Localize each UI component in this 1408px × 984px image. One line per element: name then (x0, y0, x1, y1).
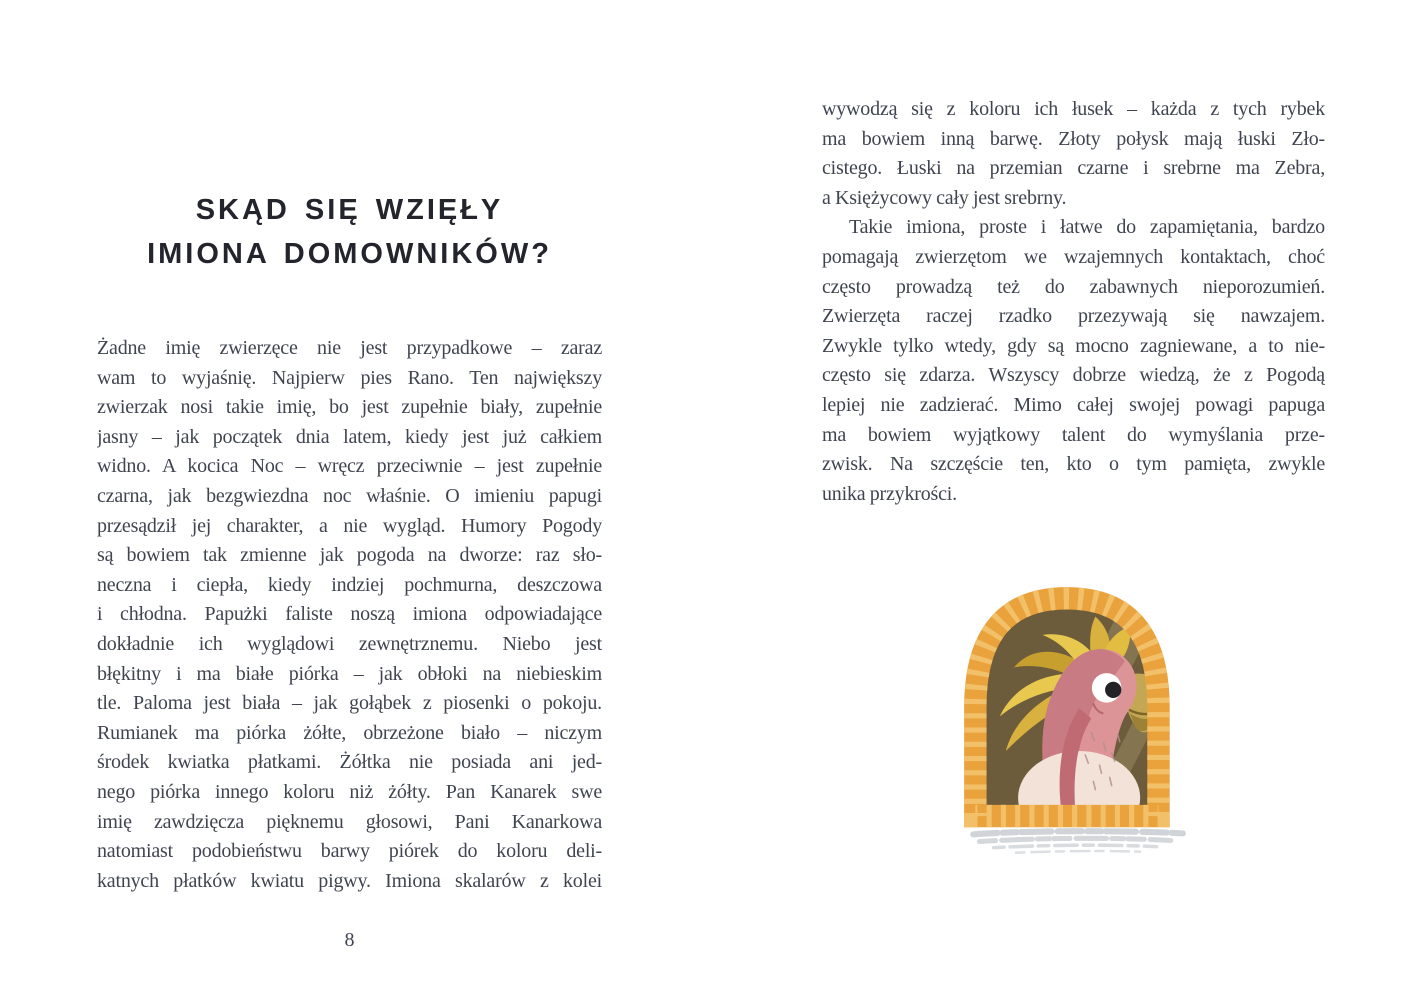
page-number: 8 (344, 929, 355, 951)
parrot-eye (1092, 673, 1122, 703)
text-line: często prowadzą też do zabawnych nieporozumień. (822, 275, 1325, 298)
text-line: wywodzą się z koloru ich łusek – każda z tych rybek (822, 98, 1325, 120)
text-line: nego piórka innego koloru niż żółty. Pan Kanarek swe (97, 780, 602, 803)
text-line: wam to wyjaśnię. Najpierw pies Rano. Ten największy (97, 366, 602, 389)
text-line: są bowiem tak zmienne jak pogoda na dworze: raz sło- (97, 544, 602, 567)
chapter-title-line-1: SKĄD SIĘ WZIĘŁY (195, 194, 504, 226)
text-line: Żadne imię zwierzęce nie jest przypadkowe – zaraz (97, 337, 602, 359)
text-line: Takie imiona, proste i łatwe do zapamiętania, bardzo (849, 216, 1325, 239)
text-line: cistego. Łuski na przemian czarne i srebrne ma Zebra, (822, 157, 1325, 180)
text-line: często się zdarza. Wszyscy dobrze wiedzą, że z Pogodą (822, 364, 1325, 387)
text-line: a Księżycowy cały jest srebrny. (822, 186, 1067, 209)
text-line: Zwykle tylko wtedy, gdy są mocno zagniewane, a to nie- (822, 334, 1325, 357)
text-line: unika przykrości. (822, 482, 957, 505)
paragraph (822, 95, 1325, 213)
text-line: lepiej nie zadzierać. Mimo całej swojej powagi papuga (822, 393, 1325, 416)
text-line: katnych płatków kwiatu pigwy. Imiona skalarów z kolei (97, 869, 602, 892)
text-line: dokładnie ich wyglądowi zewnętrznemu. Niebo jest (97, 632, 602, 655)
text-line: neczna i ciepła, kiedy indziej pochmurna, deszczowa (97, 573, 602, 596)
chapter-title (97, 188, 602, 276)
paragraph (822, 213, 1325, 509)
text-line: tle. Paloma jest biała – jak gołąbek z piosenki o pokoju. (97, 692, 602, 715)
text-line: Zwierzęta raczej rzadko przezywają się nawzajem. (822, 305, 1325, 328)
text-line: środek kwiatka płatkami. Żółtka nie posiada ani jed- (97, 751, 602, 774)
text-line: i chłodna. Papużki faliste noszą imiona odpowiadające (97, 603, 602, 626)
chapter-title-line-2: IMIONA DOMOWNIKÓW? (147, 238, 552, 270)
pencil-shadow (973, 831, 1183, 853)
text-line: ma bowiem inną barwę. Złoty połysk mają łuski Zło- (822, 127, 1325, 150)
text-line: pomagają zwierzętom we wzajemnych kontaktach, choć (822, 245, 1325, 268)
parrot-portrait-svg (953, 580, 1191, 870)
text-line: widno. A kocica Noc – wręcz przeciwnie – jest zupełnie (97, 455, 602, 478)
right-page-body-text (822, 95, 1325, 509)
text-line: Rumianek ma piórka żółte, obrzeżone biało – niczym (97, 721, 602, 744)
paragraph (97, 334, 602, 896)
text-line: jasny – jak początek dnia latem, kiedy jest już całkiem (97, 425, 602, 448)
text-line: natomiast podobieństwu barwy piórek do koloru deli- (97, 840, 602, 863)
text-line: zwierzak nosi takie imię, bo jest zupełnie biały, zupełnie (97, 396, 602, 419)
parrot-portrait-illustration (953, 580, 1191, 870)
text-line: czarna, jak bezgwiezdna noc właśnie. O imieniu papugi (97, 484, 602, 507)
text-line: ma bowiem wyjątkowy talent do wymyślania prze- (822, 423, 1325, 446)
text-line: błękitny i ma białe piórka – jak obłoki na niebieskim (97, 662, 602, 685)
text-line: imię zawdzięcza pięknemu głosowi, Pani Kanarkowa (97, 810, 602, 833)
text-line: przesądził jej charakter, a nie wygląd. Humory Pogody (97, 514, 602, 537)
text-line: zwisk. Na szczęście ten, kto o tym pamięta, zwykle (822, 453, 1325, 476)
left-page-body-text (97, 334, 602, 896)
